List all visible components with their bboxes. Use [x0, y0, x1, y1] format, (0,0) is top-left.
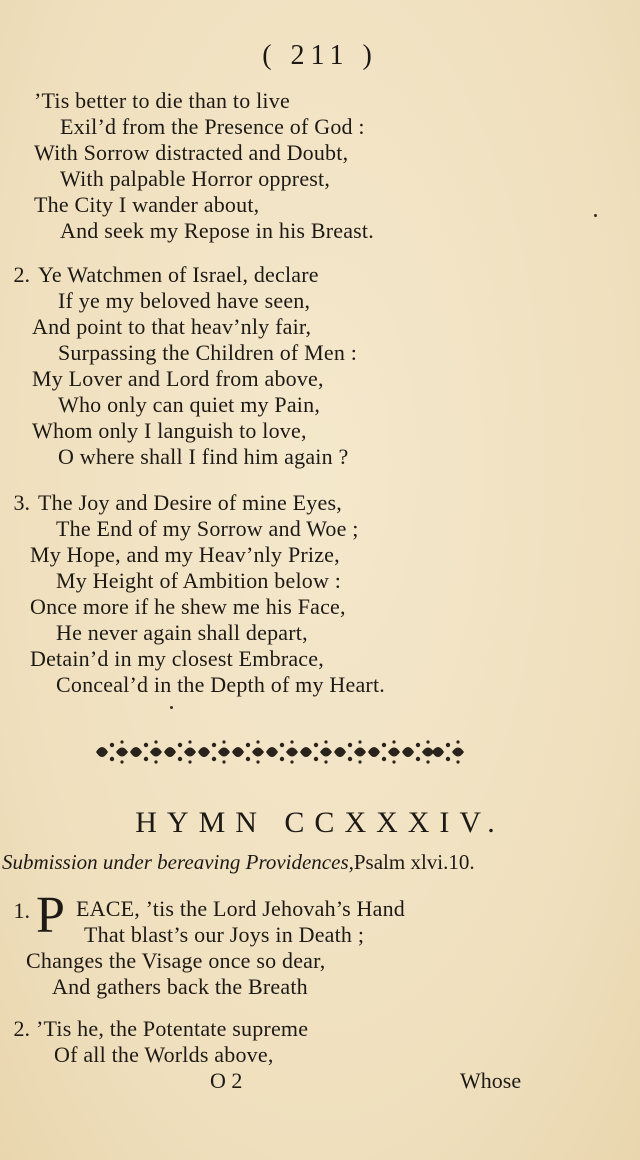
- hymn-subtitle: [2, 850, 475, 875]
- verse-line: If ye my beloved have seen,: [58, 288, 311, 313]
- scripture-reference: Psalm xlvi.10.: [353, 850, 475, 874]
- fleuron-ornament-rule: [92, 736, 468, 768]
- verse-line: EACE, ’tis the Lord Jehovah’s Hand: [76, 896, 406, 921]
- hymn-title: HYMN CCXXXIV.: [135, 806, 505, 839]
- verse-line: Changes the Visage once so dear,: [26, 948, 326, 973]
- verse-line: Who only can quiet my Pain,: [58, 392, 321, 417]
- verse-line: And gathers back the Breath: [52, 974, 308, 999]
- catchword: Whose: [460, 1068, 522, 1093]
- verse-line: The City I wander about,: [34, 192, 260, 217]
- ink-speck: [594, 214, 597, 217]
- verse-line: And point to that heav’nly fair,: [32, 314, 312, 339]
- hymn-subtitle-text: Submission under bereaving Providences,: [2, 850, 354, 874]
- verse-line: My Height of Ambition below :: [56, 568, 342, 593]
- stanza-number: 3.: [13, 490, 30, 515]
- verse-line: Exil’d from the Presence of God :: [60, 114, 365, 139]
- ink-speck: [170, 706, 173, 709]
- verse-line: Ye Watchmen of Israel, declare: [38, 262, 319, 287]
- stanza-number: 2.: [13, 1016, 30, 1041]
- stanza-number: 2.: [13, 262, 30, 287]
- verse-line: Surpassing the Children of Men :: [58, 340, 358, 365]
- verse-line: Conceal’d in the Depth of my Heart.: [56, 672, 385, 697]
- verse-line: With palpable Horror opprest,: [60, 166, 331, 191]
- verse-line: That blast’s our Joys in Death ;: [84, 922, 365, 947]
- verse-line: He never again shall depart,: [56, 620, 308, 645]
- drop-cap: P: [36, 887, 65, 944]
- verse-line: Once more if he shew me his Face,: [30, 594, 346, 619]
- verse-line: With Sorrow distracted and Doubt,: [34, 140, 349, 165]
- verse-line: O where shall I find him again ?: [58, 444, 349, 469]
- verse-line: ’Tis better to die than to live: [34, 88, 290, 113]
- stanza-number: 1.: [13, 898, 30, 923]
- verse-line: ’Tis he, the Potentate supreme: [36, 1016, 309, 1041]
- verse-line: The Joy and Desire of mine Eyes,: [38, 490, 342, 515]
- verse-line: And seek my Repose in his Breast.: [60, 218, 374, 243]
- verse-line: Whom only I languish to love,: [32, 418, 307, 443]
- signature-mark: O 2: [210, 1068, 243, 1093]
- verse-line: Of all the Worlds above,: [54, 1042, 274, 1067]
- page-number: ( 211 ): [262, 40, 378, 71]
- verse-line: My Hope, and my Heav’nly Prize,: [30, 542, 340, 567]
- verse-line: The End of my Sorrow and Woe ;: [56, 516, 359, 541]
- verse-line: Detain’d in my closest Embrace,: [30, 646, 324, 671]
- verse-line: My Lover and Lord from above,: [32, 366, 324, 391]
